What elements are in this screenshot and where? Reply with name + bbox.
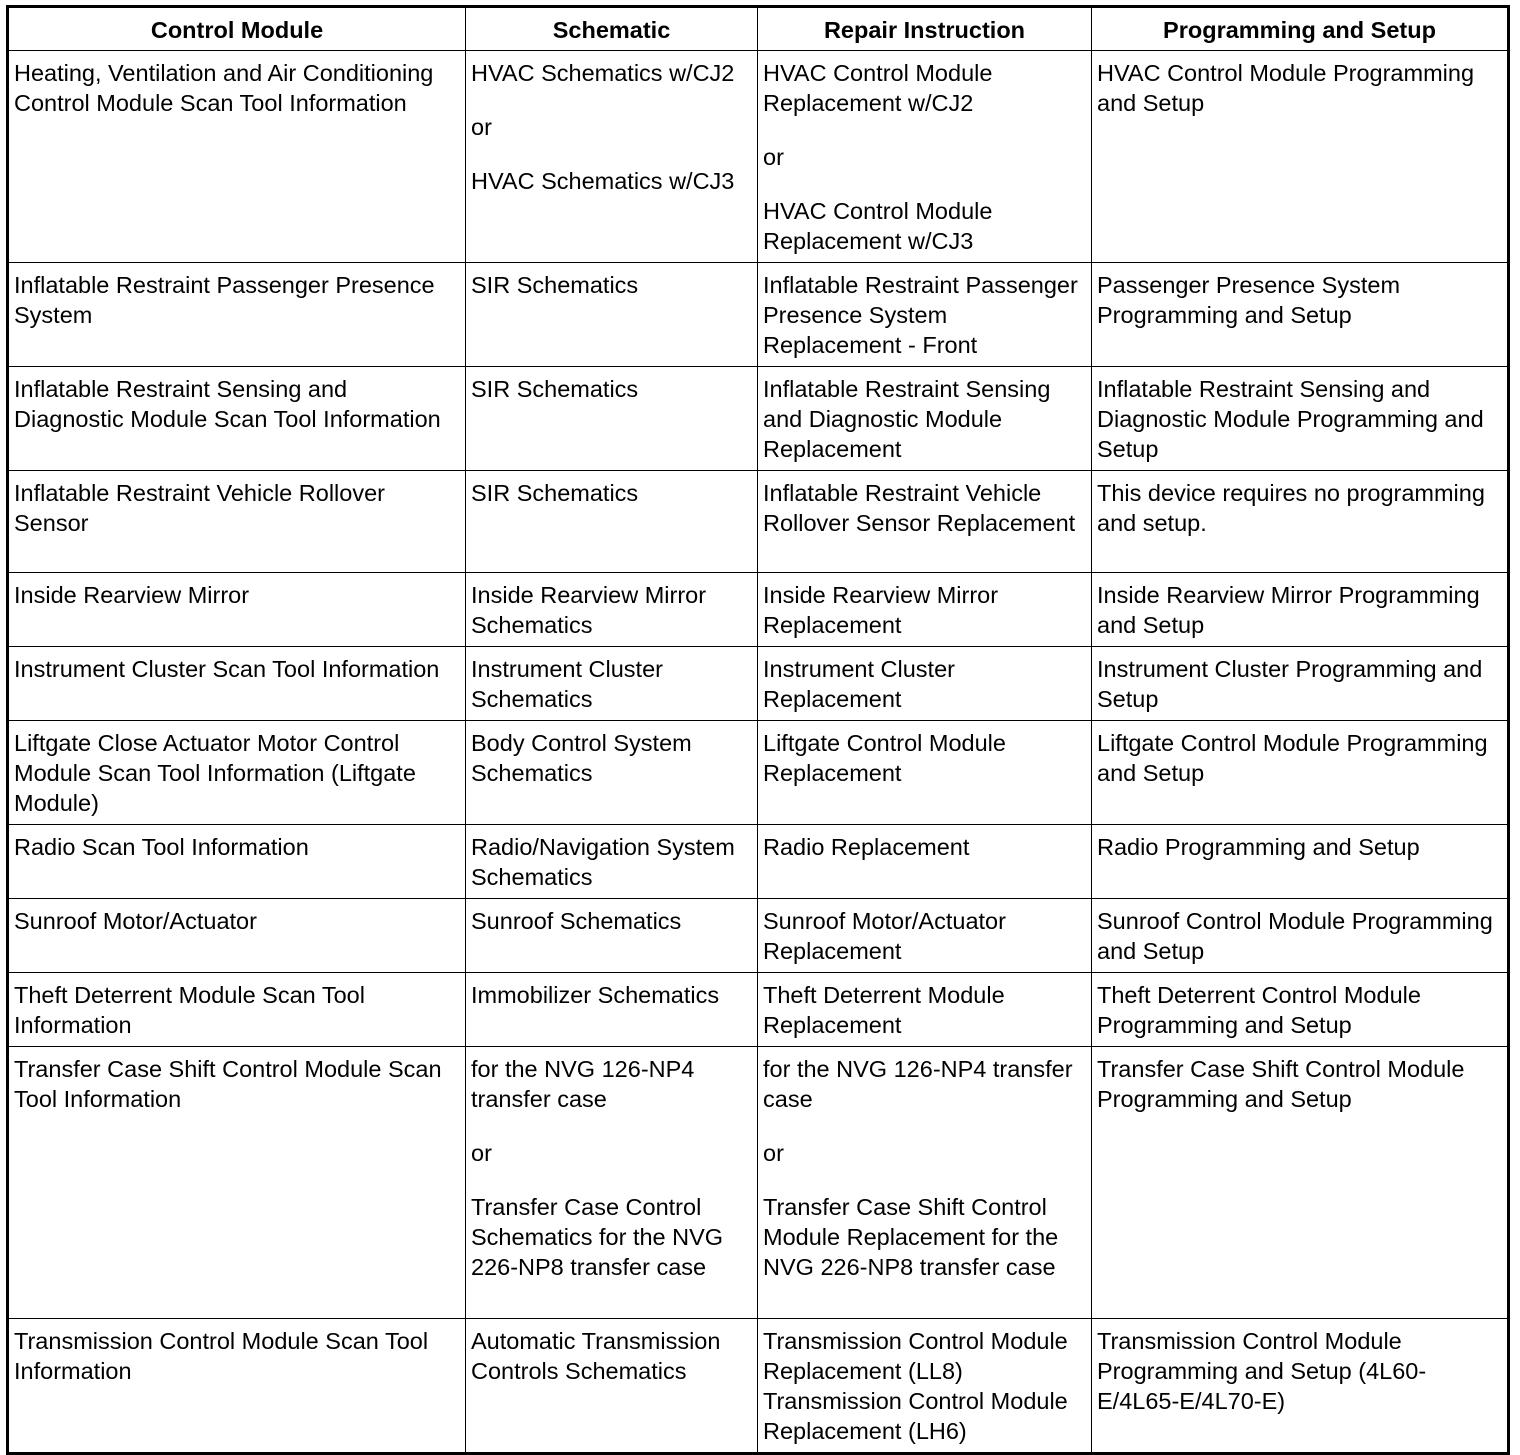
table-row [8,1047,1509,1319]
schematic-line: Inside Rearview Mirror Schematics [471,582,707,638]
repair-line: Inflatable Restraint Sensing and Diagnostic Module Replacement [763,376,1051,462]
cell-control-module: Instrument Cluster Scan Tool Information [8,647,466,721]
schematic-line: Body Control System Schematics [471,730,692,786]
schematic-line: for the NVG 126-NP4 transfer case [471,1056,695,1112]
cell-repair-instruction [758,973,1092,1047]
repair-line: Radio Replacement [763,834,970,860]
cell-programming-setup: Liftgate Control Module Programming and Setup [1092,721,1509,825]
cell-repair-instruction [758,1047,1092,1319]
repair-line: Transmission Control Module Replacement (LH6) [763,1388,1068,1444]
repair-line: Sunroof Motor/Actuator Replacement [763,908,1006,964]
cell-schematic [466,899,758,973]
cell-repair-instruction [758,573,1092,647]
cell-control-module: Radio Scan Tool Information [8,825,466,899]
repair-line: or [763,144,784,170]
table-row [8,367,1509,471]
cell-control-module: Inside Rearview Mirror [8,573,466,647]
cell-schematic [466,1047,758,1319]
cell-programming-setup: Sunroof Control Module Programming and Setup [1092,899,1509,973]
cell-programming-setup: Instrument Cluster Programming and Setup [1092,647,1509,721]
repair-line: Inside Rearview Mirror Replacement [763,582,999,638]
repair-line: HVAC Control Module Replacement w/CJ2 [763,60,993,116]
header-schematic: Schematic [466,7,758,51]
cell-control-module: Inflatable Restraint Passenger Presence System [8,263,466,367]
schematic-line: or [471,1140,492,1166]
cell-control-module: Heating, Ventilation and Air Conditioning Control Module Scan Tool Information [8,51,466,263]
repair-line: Transfer Case Shift Control Module Replacement for the NVG 226-NP8 transfer case [763,1194,1059,1280]
cell-control-module: Sunroof Motor/Actuator [8,899,466,973]
cell-schematic [466,1319,758,1454]
cell-repair-instruction [758,51,1092,263]
cell-programming-setup: Transmission Control Module Programming and Setup (4L60-E/4L65-E/4L70-E) [1092,1319,1509,1454]
cell-programming-setup: Transfer Case Shift Control Module Programming and Setup [1092,1047,1509,1319]
cell-repair-instruction [758,899,1092,973]
schematic-line: Immobilizer Schematics [471,982,720,1008]
cell-schematic [466,471,758,573]
control-module-table [6,5,1510,1455]
repair-line: Inflatable Restraint Vehicle Rollover Sensor Replacement [763,480,1076,536]
cell-control-module: Inflatable Restraint Sensing and Diagnostic Module Scan Tool Information [8,367,466,471]
schematic-line: Instrument Cluster Schematics [471,656,663,712]
cell-control-module: Inflatable Restraint Vehicle Rollover Sensor [8,471,466,573]
table-row [8,721,1509,825]
cell-repair-instruction [758,263,1092,367]
repair-line: Liftgate Control Module Replacement [763,730,1006,786]
table-row [8,825,1509,899]
table-row [8,647,1509,721]
cell-repair-instruction [758,471,1092,573]
cell-schematic [466,825,758,899]
cell-repair-instruction [758,825,1092,899]
schematic-line: HVAC Schematics w/CJ3 [471,168,735,194]
table-row [8,51,1509,263]
schematic-line: HVAC Schematics w/CJ2 [471,60,735,86]
header-programming-setup: Programming and Setup [1092,7,1509,51]
table-body [8,51,1509,1454]
cell-schematic [466,367,758,471]
repair-line: Inflatable Restraint Passenger Presence System Replacement - Front [763,272,1078,358]
schematic-line: SIR Schematics [471,376,639,402]
cell-control-module: Theft Deterrent Module Scan Tool Information [8,973,466,1047]
cell-programming-setup: Radio Programming and Setup [1092,825,1509,899]
table-row [8,263,1509,367]
header-control-module: Control Module [8,7,466,51]
cell-control-module: Transfer Case Shift Control Module Scan Tool Information [8,1047,466,1319]
table-row [8,471,1509,573]
cell-repair-instruction [758,647,1092,721]
cell-schematic [466,573,758,647]
cell-schematic [466,647,758,721]
schematic-line: Transfer Case Control Schematics for the NVG 226-NP8 transfer case [471,1194,724,1280]
cell-programming-setup: Theft Deterrent Control Module Programming and Setup [1092,973,1509,1047]
cell-control-module: Transmission Control Module Scan Tool Information [8,1319,466,1454]
cell-programming-setup: Inflatable Restraint Sensing and Diagnostic Module Programming and Setup [1092,367,1509,471]
cell-programming-setup: HVAC Control Module Programming and Setup [1092,51,1509,263]
repair-line: or [763,1140,784,1166]
cell-schematic [466,263,758,367]
schematic-line: Sunroof Schematics [471,908,682,934]
repair-line: Transmission Control Module Replacement (LL8) [763,1328,1068,1384]
schematic-line: SIR Schematics [471,272,639,298]
repair-line: Instrument Cluster Replacement [763,656,955,712]
cell-control-module: Liftgate Close Actuator Motor Control Module Scan Tool Information (Liftgate Module) [8,721,466,825]
cell-programming-setup: Passenger Presence System Programming and Setup [1092,263,1509,367]
cell-repair-instruction [758,721,1092,825]
schematic-line: SIR Schematics [471,480,639,506]
schematic-line: or [471,114,492,140]
repair-line: HVAC Control Module Replacement w/CJ3 [763,198,993,254]
cell-repair-instruction [758,1319,1092,1454]
cell-programming-setup: This device requires no programming and setup. [1092,471,1509,573]
repair-line: for the NVG 126-NP4 transfer case [763,1056,1073,1112]
cell-schematic [466,973,758,1047]
cell-schematic [466,51,758,263]
cell-schematic [466,721,758,825]
table-row [8,573,1509,647]
cell-programming-setup: Inside Rearview Mirror Programming and Setup [1092,573,1509,647]
repair-line: Theft Deterrent Module Replacement [763,982,1005,1038]
header-repair-instruction: Repair Instruction [758,7,1092,51]
table-row [8,973,1509,1047]
table-row [8,1319,1509,1454]
schematic-line: Radio/Navigation System Schematics [471,834,735,890]
cell-repair-instruction [758,367,1092,471]
schematic-line: Automatic Transmission Controls Schematics [471,1328,721,1384]
header-row [8,7,1509,51]
table-row [8,899,1509,973]
